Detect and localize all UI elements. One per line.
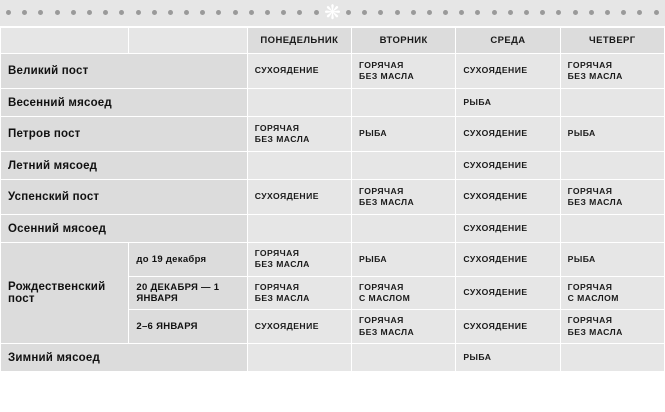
rule-cell [247,54,351,89]
rule-cell [456,180,560,215]
rule-cell-line: БЕЗ МАСЛА [359,326,415,337]
header-day-thursday: ЧЕТВЕРГ [560,28,664,54]
header-day-wednesday: СРЕДА [456,28,560,54]
rule-cell [456,117,560,152]
table-row [1,117,665,152]
rule-cell [456,89,560,117]
decorative-dot [249,10,254,15]
rule-cell-line: ГОРЯЧАЯ [254,122,300,133]
rule-cell-line: СУХОЯДЕНИЕ [463,253,528,264]
rule-cell-line: СУХОЯДЕНИЕ [463,159,528,170]
decorative-dot [184,10,189,15]
rule-cell [247,276,351,310]
rule-cell-line: СУХОЯДЕНИЕ [463,191,528,202]
rule-cell-line: БЕЗ МАСЛА [567,197,623,207]
decorative-dot [573,10,578,15]
decorative-dot [297,10,302,15]
row-period-name: Летний мясоед [1,152,248,180]
table-body [1,54,665,372]
rule-cell-line: СУХОЯДЕНИЕ [463,128,528,139]
table-row [1,243,665,277]
row-period-subrange: до 19 декабря [129,243,247,277]
rule-cell [560,180,664,215]
row-period-name: Осенний мясоед [1,215,248,243]
header-day-monday: ПОНЕДЕЛЬНИК [247,28,351,54]
rule-cell [352,243,456,277]
decorative-dot [314,10,319,15]
decorative-dot [152,10,157,15]
rule-cell-line: ГОРЯЧАЯ [567,59,613,70]
table-row [1,344,665,372]
rule-cell-line: БЕЗ МАСЛА [359,197,415,207]
rule-cell [456,310,560,344]
snowflake-icon: ❋ [320,0,346,26]
rule-cell-empty [560,152,664,180]
rule-cell-line: ГОРЯЧАЯ [567,185,613,196]
decorative-dot [475,10,480,15]
rule-cell-line: ГОРЯЧАЯ [567,281,613,292]
rule-cell-empty [247,89,351,117]
rule-cell [456,152,560,180]
decorative-dot [556,10,561,15]
rule-cell [560,243,664,277]
rule-cell [247,180,351,215]
rule-cell-empty [352,215,456,243]
table-row [1,54,665,89]
rule-cell [247,243,351,277]
decorative-dot [459,10,464,15]
rule-cell-line: БЕЗ МАСЛА [254,293,310,304]
rule-cell-line: СУХОЯДЕНИЕ [463,321,528,332]
row-period-name: Весенний мясоед [1,89,248,117]
rule-cell-line: РЫБА [463,351,492,362]
decorative-dot [508,10,513,15]
rule-cell-line: СУХОЯДЕНИЕ [463,65,528,76]
header-day-tuesday: ВТОРНИК [352,28,456,54]
rule-cell-line: ГОРЯЧАЯ [359,281,404,292]
rule-cell [456,243,560,277]
decorative-dot [395,10,400,15]
rule-cell-line: РЫБА [359,253,388,264]
rule-cell-line: РЫБА [567,128,596,139]
header-blank-sub [129,28,247,54]
decorative-top-band [0,0,665,27]
rule-cell [560,310,664,344]
rule-cell [456,54,560,89]
decorative-dot [22,10,27,15]
decorative-dot [589,10,594,15]
decorative-dot [443,10,448,15]
decorative-dot [265,10,270,15]
rule-cell-line: ГОРЯЧАЯ [567,315,613,326]
decorative-dot [216,10,221,15]
rule-cell [352,310,456,344]
decorative-dot [87,10,92,15]
rule-cell-empty [247,215,351,243]
rule-cell-empty [560,215,664,243]
rule-cell-line: ГОРЯЧАЯ [254,281,300,292]
decorative-dot [38,10,43,15]
rule-cell-empty [560,89,664,117]
decorative-dot [621,10,626,15]
decorative-dot [6,10,11,15]
rule-cell-line: БЕЗ МАСЛА [567,326,623,337]
table-row [1,180,665,215]
rule-cell [247,310,351,344]
row-period-name: Петров пост [1,117,248,152]
decorative-dot [492,10,497,15]
rule-cell-empty [247,344,351,372]
decorative-dot [346,10,351,15]
row-period-subrange: 2–6 ЯНВАРЯ [129,310,247,344]
header-blank-name [1,28,129,54]
row-period-name: Успенский пост [1,180,248,215]
rule-cell-line: БЕЗ МАСЛА [567,71,623,81]
rule-cell-empty [352,89,456,117]
decorative-dot [119,10,124,15]
rule-cell [352,54,456,89]
rule-cell-line: РЫБА [359,128,388,139]
decorative-dot [136,10,141,15]
fasting-rules-table [0,27,665,372]
rule-cell-empty [560,344,664,372]
decorative-dot [362,10,367,15]
rule-cell-line: ГОРЯЧАЯ [359,185,404,196]
rule-cell-line: СУХОЯДЕНИЕ [254,321,319,332]
rule-cell-empty [352,152,456,180]
rule-cell-line: СУХОЯДЕНИЕ [254,65,319,76]
rule-cell [456,276,560,310]
decorative-dot [411,10,416,15]
table-row [1,215,665,243]
decorative-dot [233,10,238,15]
rule-cell-line: СУХОЯДЕНИЕ [463,287,528,298]
decorative-dot [55,10,60,15]
decorative-dot [378,10,383,15]
rule-cell-line: СУХОЯДЕНИЕ [463,222,528,233]
decorative-dot [200,10,205,15]
rule-cell [247,117,351,152]
table-row [1,89,665,117]
rule-cell [560,276,664,310]
decorative-dot [281,10,286,15]
rule-cell-line: БЕЗ МАСЛА [359,71,415,81]
rule-cell [456,215,560,243]
decorative-dot [637,10,642,15]
rule-cell-empty [247,152,351,180]
decorative-dot [168,10,173,15]
rule-cell-line: БЕЗ МАСЛА [254,134,310,144]
rule-cell [352,276,456,310]
rule-cell-line: ГОРЯЧАЯ [254,248,300,258]
rule-cell-line: ГОРЯЧАЯ [359,315,404,326]
rule-cell-empty [352,344,456,372]
row-period-name: Зимний мясоед [1,344,248,372]
rule-cell-line: РЫБА [567,253,596,264]
row-period-name: Рождественский пост [1,243,129,344]
rule-cell [560,117,664,152]
decorative-dot [540,10,545,15]
rule-cell-line: С МАСЛОМ [567,293,619,304]
row-period-subrange: 20 ДЕКАБРЯ — 1 ЯНВАРЯ [129,276,247,310]
decorative-dot [605,10,610,15]
rule-cell [352,117,456,152]
rule-cell [456,344,560,372]
decorative-dot [427,10,432,15]
table-header [1,28,665,54]
decorative-dot [524,10,529,15]
decorative-dot [71,10,76,15]
table-row [1,152,665,180]
rule-cell [352,180,456,215]
row-period-name: Великий пост [1,54,248,89]
decorative-dot [654,10,659,15]
rule-cell-line: БЕЗ МАСЛА [254,259,310,270]
rule-cell [560,54,664,89]
rule-cell-line: СУХОЯДЕНИЕ [254,191,319,202]
rule-cell-line: РЫБА [463,96,492,107]
rule-cell-line: ГОРЯЧАЯ [359,59,404,70]
rule-cell-line: С МАСЛОМ [359,293,411,304]
decorative-dot [103,10,108,15]
